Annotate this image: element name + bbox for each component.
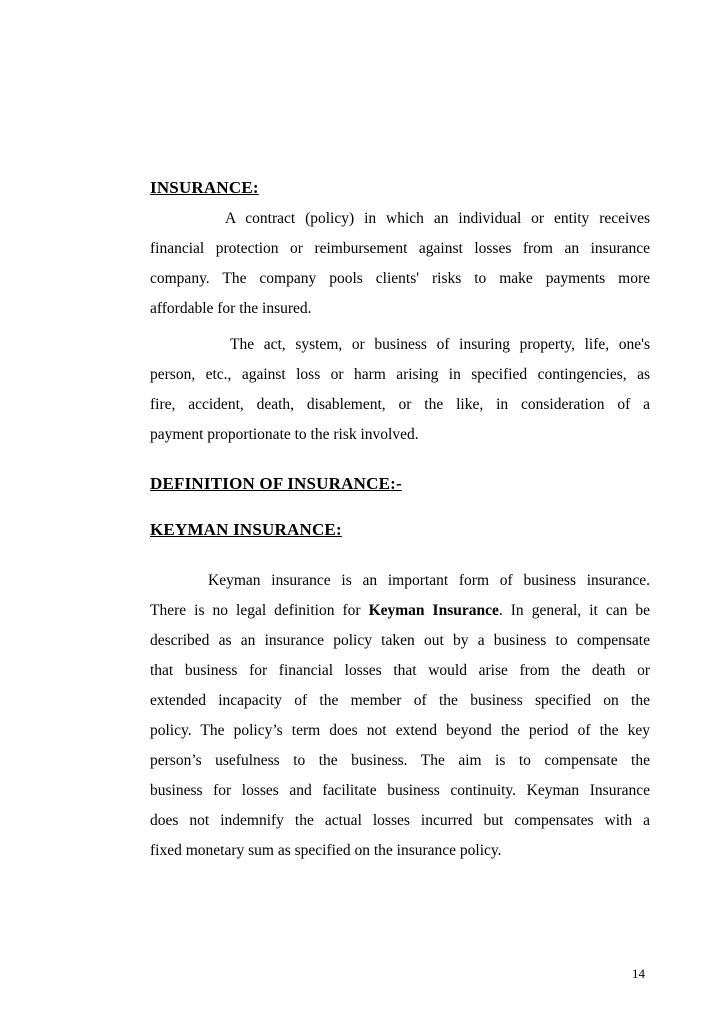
paragraph-line: Keyman insurance is an important form of business insurance. [208, 572, 650, 589]
paragraph-line: person, etc., against loss or harm arising in specified contingencies, as [150, 366, 650, 383]
insurance-paragraph-1 [150, 204, 650, 324]
definition-heading-text: DEFINITION OF INSURANCE [150, 474, 391, 493]
paragraph-line: extended incapacity of the member of the business specified on the [150, 692, 650, 709]
paragraph-line: company. The company pools clients' risks to make payments more [150, 270, 650, 287]
keyman-insurance-bold: Keyman Insurance [368, 602, 499, 619]
definition-heading [150, 474, 402, 494]
keyman-line2-post: . In general, it can be [498, 602, 650, 619]
paragraph-line: does not indemnify the actual losses incurred but compensates with a [150, 812, 650, 829]
paragraph-line: financial protection or reimbursement against losses from an insurance [150, 240, 650, 257]
paragraph-line: described as an insurance policy taken out by a business to compensate [150, 632, 650, 649]
paragraph-line: fixed monetary sum as specified on the insurance policy. [150, 842, 502, 859]
page-number: 14 [632, 966, 645, 981]
paragraph-line: The act, system, or business of insuring property, life, one's [230, 336, 650, 353]
paragraph-line: that business for financial losses that would arise from the death or [150, 662, 650, 679]
paragraph-line: A contract (policy) in which an individual or entity receives [225, 210, 650, 227]
keyman-paragraph [150, 566, 650, 866]
paragraph-line: fire, accident, death, disablement, or the like, in consideration of a [150, 396, 650, 413]
keyman-heading: KEYMAN INSURANCE: [150, 520, 342, 539]
keyman-line2-pre: There is no legal definition for [150, 602, 369, 619]
paragraph-line [150, 596, 650, 626]
paragraph-line: person’s usefulness to the business. The aim is to compensate the [150, 752, 650, 769]
insurance-paragraph-2 [150, 330, 650, 450]
definition-heading-tail: :- [390, 474, 402, 493]
paragraph-line: payment proportionate to the risk involved. [150, 426, 419, 443]
paragraph-line: business for losses and facilitate business continuity. Keyman Insurance [150, 782, 650, 799]
insurance-heading: INSURANCE: [150, 178, 259, 197]
paragraph-line: policy. The policy’s term does not extend beyond the period of the key [150, 722, 650, 739]
paragraph-line: affordable for the insured. [150, 300, 312, 317]
